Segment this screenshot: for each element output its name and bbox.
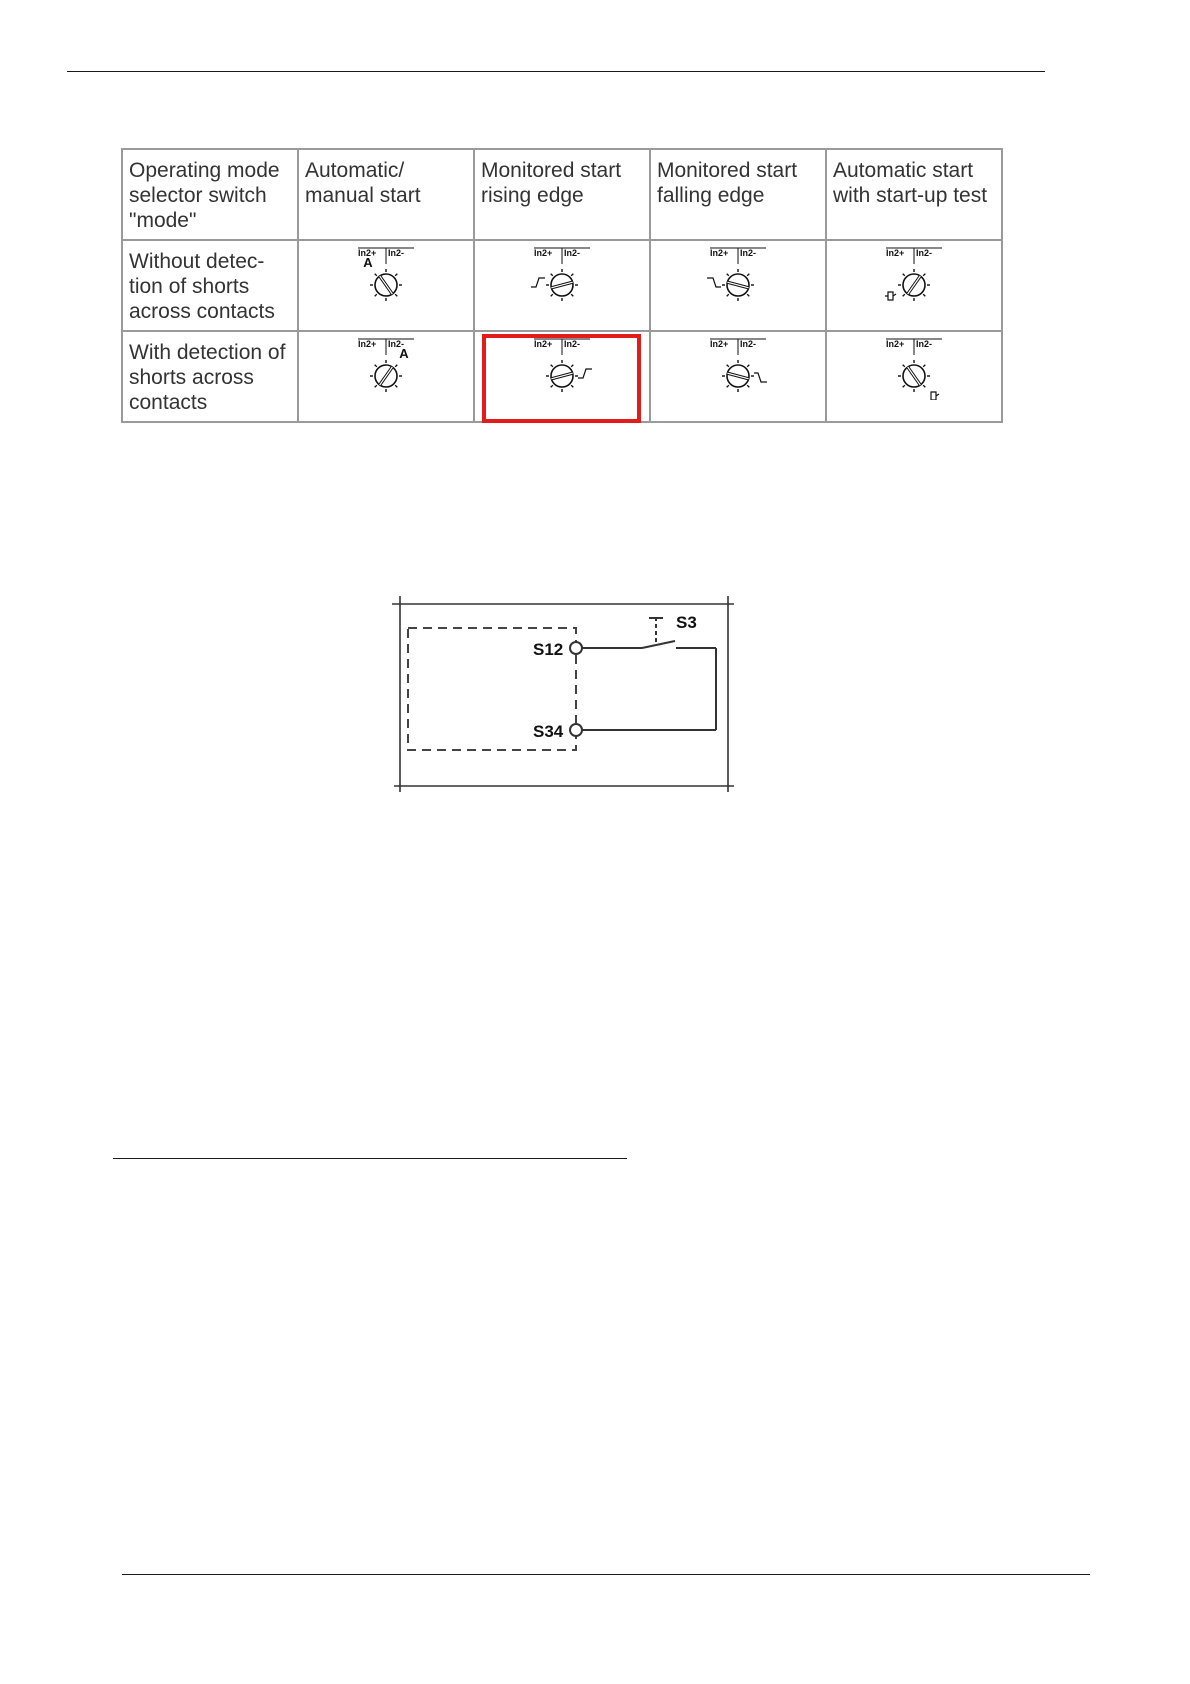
header-cell-auto-manual: Automatic/ manual start	[298, 149, 474, 240]
mode-cell	[650, 240, 826, 331]
startup-test-glyph	[885, 292, 896, 300]
automatic-manual-icon	[341, 247, 431, 309]
in2-plus-label: In2+	[886, 339, 905, 349]
falling-edge-icon	[693, 338, 783, 400]
terminal-s12	[570, 642, 582, 654]
mode-cell	[650, 331, 826, 422]
rising-edge-glyph	[531, 278, 545, 287]
row-label-without-detection: Without detec- tion of shorts across contacts	[122, 240, 298, 331]
mode-cell	[298, 331, 474, 422]
falling-edge-glyph	[707, 278, 721, 287]
in2-plus-label: In2+	[710, 248, 729, 258]
operating-mode-table	[121, 148, 1003, 423]
mode-cell	[474, 331, 650, 422]
startup-test-glyph	[931, 392, 939, 400]
in2-minus-label: In2-	[388, 248, 405, 258]
mode-cell	[474, 240, 650, 331]
in2-plus-label: In2+	[358, 248, 377, 258]
label-s12: S12	[533, 640, 564, 659]
row-label-with-detection: With detection of shorts across contacts	[122, 331, 298, 422]
table-row	[122, 331, 1002, 422]
table-header-row	[122, 149, 1002, 240]
header-cell-rising-edge: Monitored start rising edge	[474, 149, 650, 240]
header-rule	[67, 71, 1045, 72]
terminal-s34	[570, 724, 582, 736]
startup-test-icon	[869, 247, 959, 309]
falling-edge-icon	[693, 247, 783, 309]
falling-edge-glyph	[754, 373, 767, 382]
in2-plus-label: In2+	[534, 248, 553, 258]
mode-mark-a: A	[363, 255, 373, 270]
section-rule	[113, 1158, 627, 1159]
mode-cell	[826, 240, 1002, 331]
wiring-diagram	[392, 596, 738, 794]
table-row	[122, 240, 1002, 331]
footer-rule	[122, 1574, 1090, 1575]
switch-contact	[642, 641, 675, 648]
in2-plus-label: In2+	[534, 339, 553, 349]
label-s3: S3	[676, 613, 697, 632]
in2-plus-label: In2+	[886, 248, 905, 258]
in2-plus-label: In2+	[358, 339, 377, 349]
in2-minus-label: In2-	[564, 248, 581, 258]
in2-minus-label: In2-	[564, 339, 581, 349]
in2-minus-label: In2-	[916, 248, 933, 258]
header-cell-startup-test: Automatic start with start-up test	[826, 149, 1002, 240]
in2-minus-label: In2-	[740, 339, 757, 349]
mode-cell	[298, 240, 474, 331]
mode-mark-a: A	[399, 346, 409, 361]
automatic-manual-icon	[341, 338, 431, 400]
mode-cell	[826, 331, 1002, 422]
startup-test-icon	[869, 338, 959, 400]
selected-mode-highlight	[482, 334, 641, 423]
in2-plus-label: In2+	[710, 339, 729, 349]
in2-minus-label: In2-	[388, 339, 405, 349]
rising-edge-icon	[517, 247, 607, 309]
label-s34: S34	[533, 722, 564, 741]
header-cell-mode: Operating mode selector switch "mode"	[122, 149, 298, 240]
in2-minus-label: In2-	[740, 248, 757, 258]
in2-minus-label: In2-	[916, 339, 933, 349]
header-cell-falling-edge: Monitored start falling edge	[650, 149, 826, 240]
